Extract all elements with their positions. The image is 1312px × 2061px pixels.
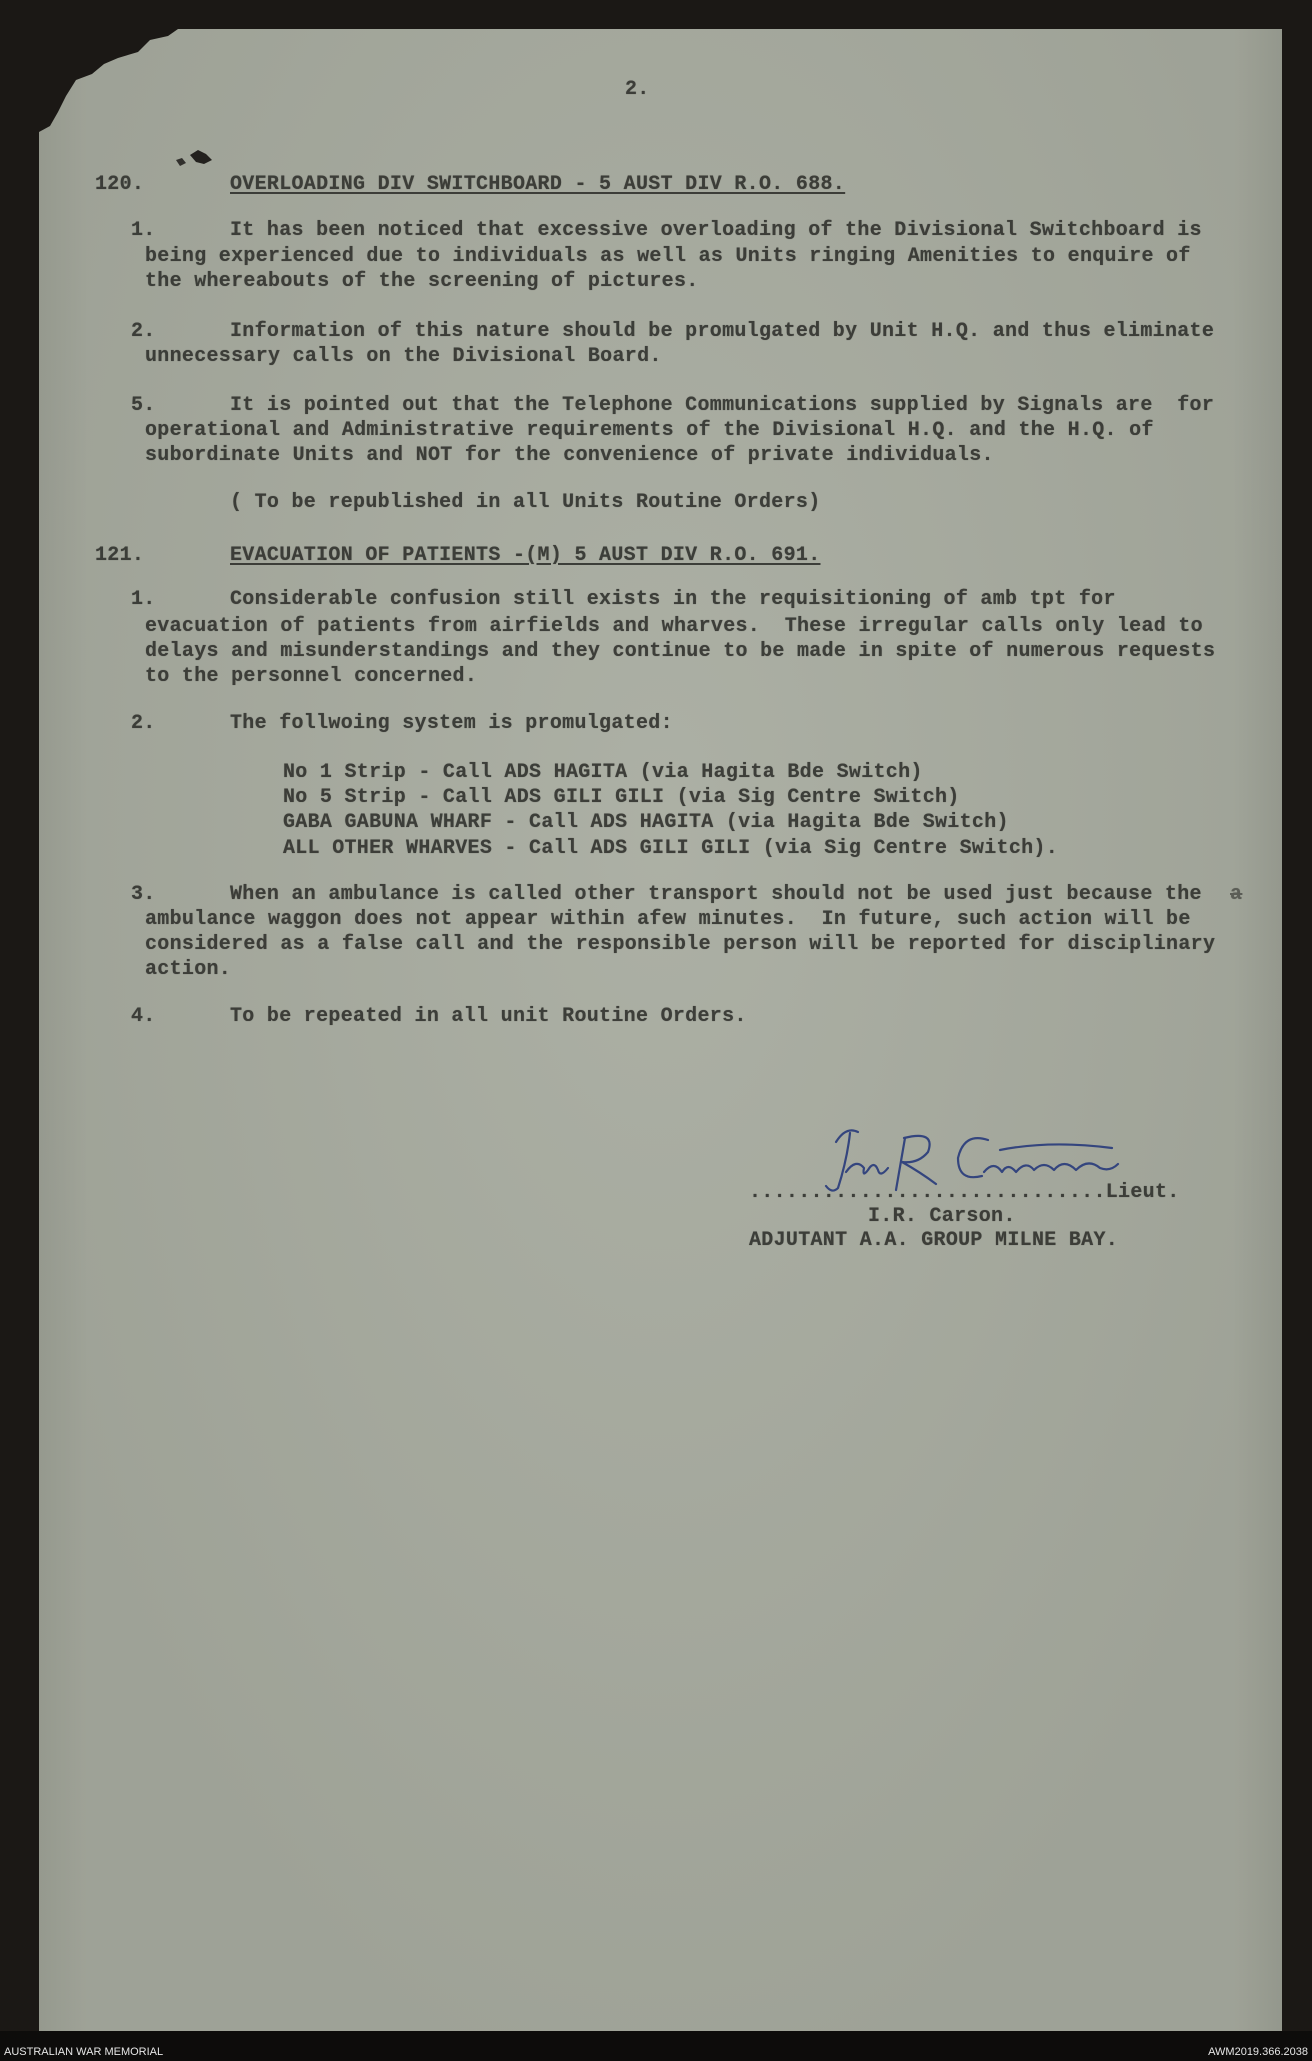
paragraph-line: It has been noticed that excessive overloading of the Divisional Switchboard is <box>230 219 1202 242</box>
system-list-item: No 5 Strip - Call ADS GILI GILI (via Sig Centre Switch) <box>283 786 960 809</box>
paragraph-line: to the personnel concerned. <box>145 665 478 688</box>
paragraph-line: action. <box>145 958 232 981</box>
system-list-item: GABA GABUNA WHARF - Call ADS HAGITA (via Hagita Bde Switch) <box>283 811 1009 834</box>
paragraph-number: 2. <box>131 320 156 343</box>
signatory-title: ADJUTANT A.A. GROUP MILNE BAY. <box>749 1229 1119 1252</box>
paragraph-line: ambulance waggon does not appear within afew minutes. In future, such action will be <box>145 908 1191 931</box>
order-number: 120. <box>95 173 145 196</box>
system-list-item: No 1 Strip - Call ADS HAGITA (via Hagita Bde Switch) <box>283 761 923 784</box>
order-heading: OVERLOADING DIV SWITCHBOARD - 5 AUST DIV R.O. 688. <box>230 173 846 196</box>
paragraph-line: delays and misunderstandings and they continue to be made in spite of numerous requests <box>145 640 1216 663</box>
order-number: 121. <box>95 544 145 567</box>
footer-reference: AWM2019.366.2038 <box>1208 2046 1308 2058</box>
republish-note: ( To be republished in all Units Routine Orders) <box>230 491 821 514</box>
paragraph-line: evacuation of patients from airfields and wharves. These irregular calls only lead to <box>145 615 1203 638</box>
overstruck-character: a <box>1230 883 1243 906</box>
page-number: 2. <box>625 78 650 101</box>
paragraph-line: being experienced due to individuals as well as Units ringing Amenities to enquire of <box>145 245 1191 268</box>
paragraph-line: It is pointed out that the Telephone Communications supplied by Signals are for <box>230 394 1215 417</box>
paragraph-line: When an ambulance is called other transport should not be used just because the <box>230 883 1202 906</box>
paragraph-line: The follwoing system is promulgated: <box>230 712 673 735</box>
paragraph-number: 5. <box>131 394 156 417</box>
paragraph-line: considered as a false call and the responsible person will be reported for disciplinary <box>145 933 1216 956</box>
paragraph-line: unnecessary calls on the Divisional Board. <box>145 345 662 368</box>
paragraph-number: 4. <box>131 1005 156 1028</box>
paragraph-line: operational and Administrative requirements of the Divisional H.Q. and the H.Q. of <box>145 419 1154 442</box>
signature-line: .............................Lieut. <box>749 1181 1180 1204</box>
paragraph-line: To be repeated in all unit Routine Orders. <box>230 1005 747 1028</box>
paragraph-number: 1. <box>131 588 156 611</box>
footer-institution: AUSTRALIAN WAR MEMORIAL <box>4 2046 164 2058</box>
paragraph-line: subordinate Units and NOT for the convenience of private individuals. <box>145 444 994 467</box>
paragraph-line: the whereabouts of the screening of pictures. <box>145 270 699 293</box>
system-list-item: ALL OTHER WHARVES - Call ADS GILI GILI (via Sig Centre Switch). <box>283 837 1059 860</box>
paragraph-line: Considerable confusion still exists in the requisitioning of amb tpt for <box>230 588 1116 611</box>
order-heading: EVACUATION OF PATIENTS -(M) 5 AUST DIV R.O. 691. <box>230 544 821 567</box>
footer-bar <box>0 2031 1312 2061</box>
signatory-name: I.R. Carson. <box>868 1205 1016 1228</box>
paragraph-number: 3. <box>131 883 156 906</box>
paragraph-number: 2. <box>131 712 156 735</box>
paragraph-line: Information of this nature should be promulgated by Unit H.Q. and thus eliminate <box>230 320 1215 343</box>
paragraph-number: 1. <box>131 219 156 242</box>
